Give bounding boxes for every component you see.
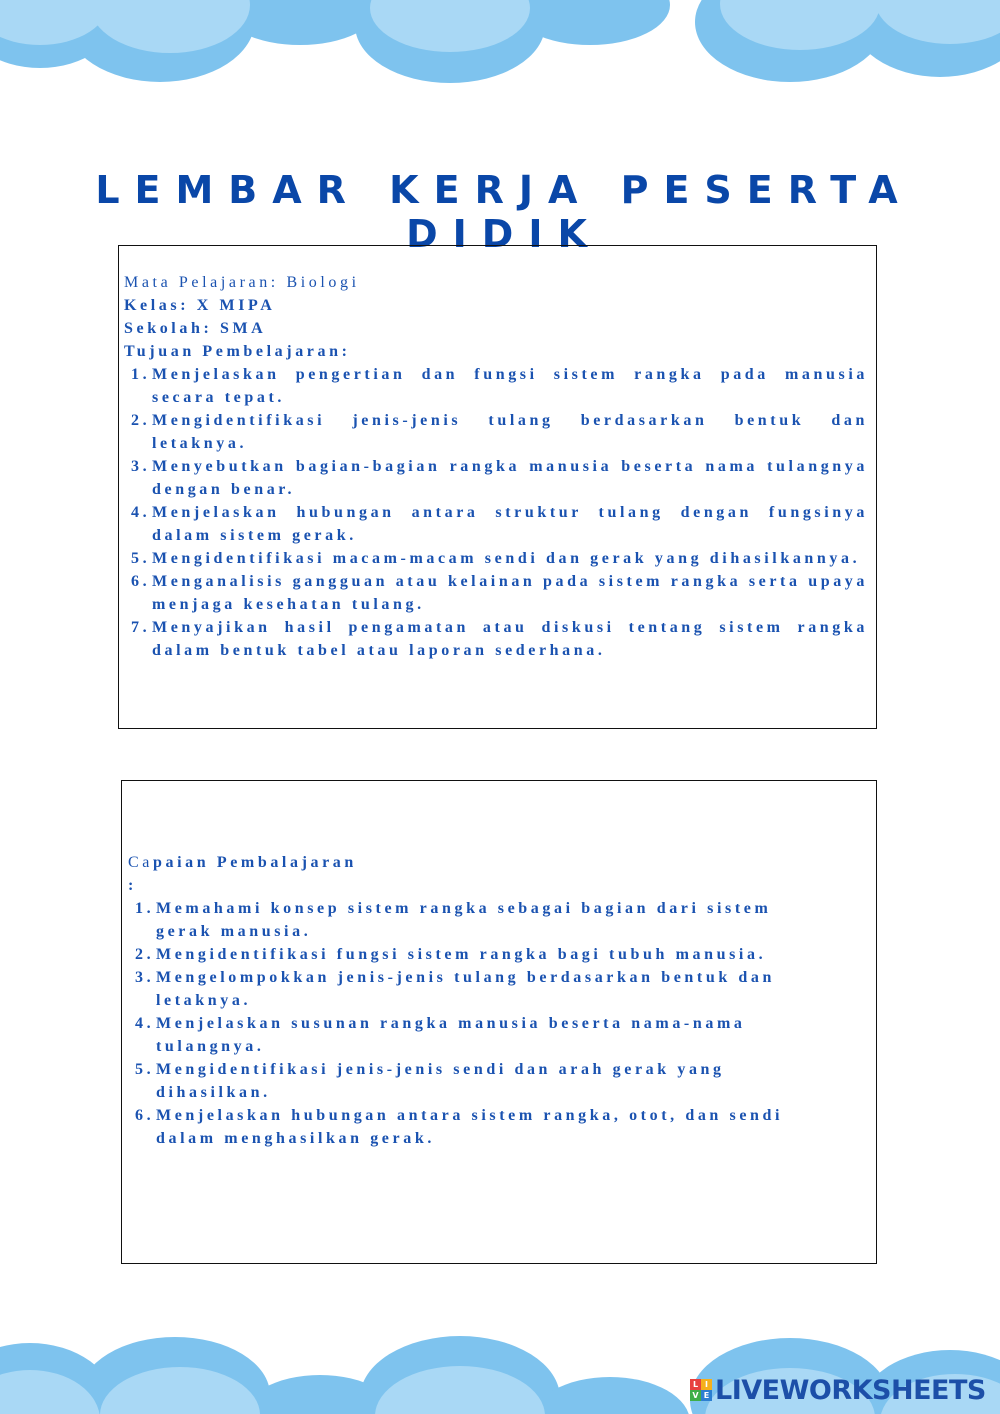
objectives-content: [124, 271, 868, 662]
list-item: 1. Menjelaskan pengertian dan fungsi sistem rangka pada manusia secara tepat.: [131, 366, 868, 406]
list-item: 3. Menyebutkan bagian-bagian rangka manusia beserta nama tulangnya dengan benar.: [131, 458, 868, 498]
list-item: 4. Menjelaskan hubungan antara struktur tulang dengan fungsinya dalam sistem gerak.: [131, 504, 868, 544]
liveworksheets-mark-icon: L I V E: [690, 1379, 712, 1401]
learning-objectives-box: [118, 245, 877, 729]
school-line: Sekolah: SMA: [124, 320, 267, 337]
list-item: 5. Mengidentifikasi jenis-jenis sendi dan arah gerak yang dihasilkan.: [135, 1061, 725, 1101]
outcomes-list: [128, 897, 828, 1150]
objectives-heading: Tujuan Pembelajaran:: [124, 343, 351, 360]
subject-line: Mata Pelajaran: Biologi: [124, 274, 360, 291]
list-item: 5. Mengidentifikasi macam-macam sendi dan gerak yang dihasilkannya.: [131, 550, 861, 567]
class-line: Kelas: X MIPA: [124, 297, 276, 314]
liveworksheets-wordmark: LIVEWORKSHEETS: [715, 1374, 986, 1406]
learning-outcomes-box: [121, 780, 877, 1264]
list-item: 7. Menyajikan hasil pengamatan atau diskusi tentang sistem rangka dalam bentuk tabel atau laporan sederhana.: [131, 619, 868, 659]
outcomes-content: [128, 851, 828, 1150]
list-item: 3. Mengelompokkan jenis-jenis tulang berdasarkan bentuk dan letaknya.: [135, 969, 776, 1009]
outcomes-colon: :: [128, 877, 137, 894]
list-item: 2. Mengidentifikasi jenis-jenis tulang berdasarkan bentuk dan letaknya.: [131, 412, 868, 452]
list-item: 6. Menjelaskan hubungan antara sistem rangka, otot, dan sendi dalam menghasilkan gerak.: [135, 1107, 784, 1147]
outcomes-heading: Capaian Pembalajaran: [128, 854, 357, 871]
list-item: 4. Menjelaskan susunan rangka manusia beserta nama-nama tulangnya.: [135, 1015, 746, 1055]
list-item: 6. Menganalisis gangguan atau kelainan pada sistem rangka serta upaya menjaga kesehatan tulang.: [131, 573, 868, 613]
liveworksheets-logo: [690, 1375, 986, 1405]
list-item: 1. Memahami konsep sistem rangka sebagai bagian dari sistem gerak manusia.: [135, 900, 772, 940]
objectives-list: [124, 363, 868, 662]
list-item: 2. Mengidentifikasi fungsi sistem rangka bagi tubuh manusia.: [135, 946, 767, 963]
page-title: LEMBAR KERJA PESERTA DIDIK: [95, 168, 913, 256]
top-cloud-border: [0, 0, 1000, 90]
